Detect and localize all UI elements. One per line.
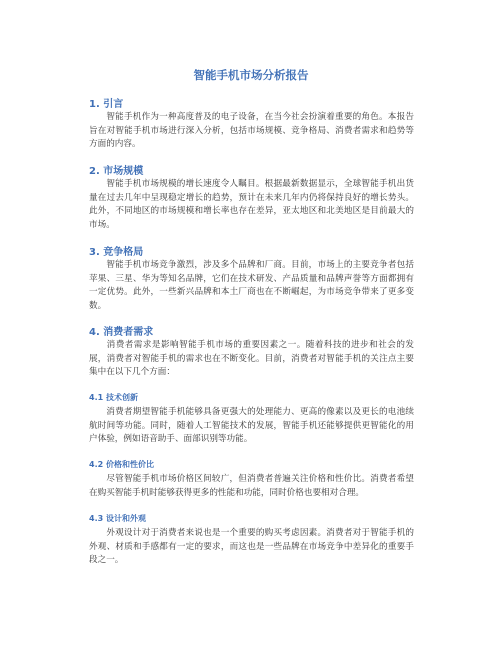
section-heading-introduction: 1. 引言 [89, 99, 124, 110]
section-paragraph-market-size: 智能手机市场规模的增长速度令人瞩目。根据最新数据显示，全球智能手机出货量在过去几年中呈现稳定增长的趋势，预计在未来几年内仍将保持良好的增长势头。此外，不同地区的市场规模和增长率也存在差异，亚太地区和北美地区是目前最大的市场。 [89, 179, 414, 231]
section-paragraph-introduction: 智能手机作为一种高度普及的电子设备，在当今社会扮演着重要的角色。本报告旨在对智能手机市场进行深入分析，包括市场规模、竞争格局、消费者需求和趋势等方面的内容。 [89, 112, 414, 150]
subsection-heading-price-value: 4.2 价格和性价比 [89, 460, 154, 469]
subsection-paragraph-tech-innovation: 消费者期望智能手机能够具备更强大的处理能力、更高的像素以及更长的电池续航时间等功能。同时，随着人工智能技术的发展，智能手机还能够提供更智能化的用户体验，例如语音助手、面部识别等功能。 [89, 407, 414, 445]
section-heading-consumer-demand: 4. 消费者需求 [89, 327, 154, 338]
report-title: 智能手机市场分析报告 [193, 68, 309, 82]
section-heading-market-size: 2. 市场规模 [89, 166, 144, 177]
section-heading-competition: 3. 竞争格局 [89, 247, 144, 258]
subsection-heading-tech-innovation: 4.1 技术创新 [89, 393, 138, 402]
section-paragraph-competition: 智能手机市场竞争激烈，涉及多个品牌和厂商。目前，市场上的主要竞争者包括苹果、三星、华为等知名品牌，它们在技术研发、产品质量和品牌声誉等方面都拥有一定优势。此外，一些新兴品牌和本土厂商也在不断崛起，为市场竞争带来了更多变数。 [89, 260, 414, 312]
subsection-heading-design: 4.3 设计和外观 [89, 514, 146, 523]
subsection-paragraph-price-value: 尽管智能手机市场价格区间较广，但消费者普遍关注价格和性价比。消费者希望在购买智能手机时能够获得更多的性能和功能，同时价格也要相对合理。 [89, 474, 414, 498]
section-paragraph-consumer-demand: 消费者需求是影响智能手机市场的重要因素之一。随着科技的进步和社会的发展，消费者对智能手机的需求也在不断变化。目前，消费者对智能手机的关注点主要集中在以下几个方面： [89, 340, 414, 378]
subsection-paragraph-design: 外观设计对于消费者来说也是一个重要的购买考虑因素。消费者对于智能手机的外观、材质和手感都有一定的要求，而这也是一些品牌在市场竞争中差异化的重要手段之一。 [89, 528, 414, 566]
